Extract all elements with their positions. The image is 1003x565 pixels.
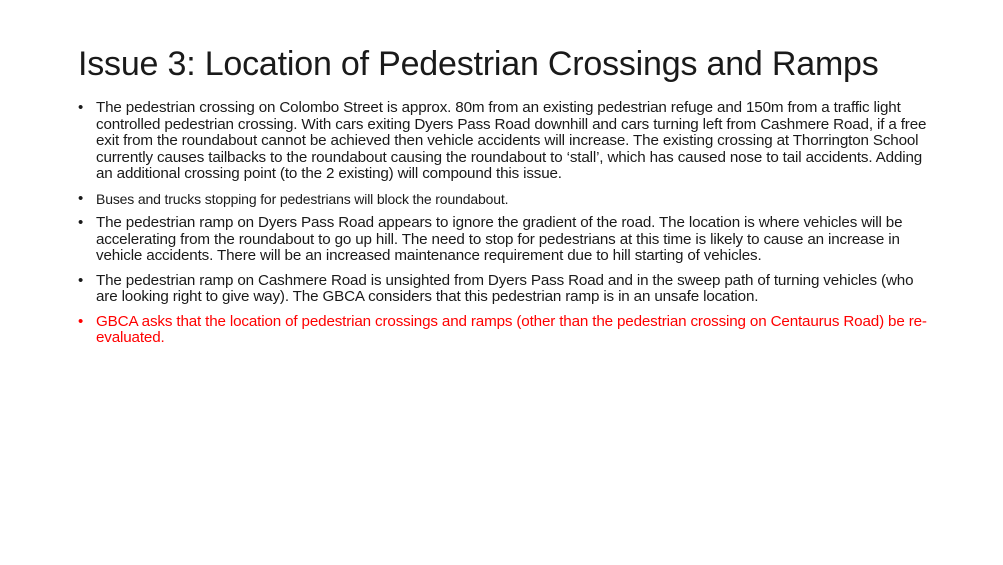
- bullet-dot-icon: •: [78, 99, 84, 116]
- bullet-item-gbca-request: [78, 314, 933, 347]
- bullet-text: GBCA asks that the location of pedestrian crossings and ramps (other than the pedestrian crossing on Centaurus Road) be re-evaluated.: [96, 312, 927, 346]
- bullet-list: [78, 100, 933, 355]
- bullet-text: The pedestrian crossing on Colombo Street is approx. 80m from an existing pedestrian refuge and 150m from a traffic light controlled pedestrian crossing. With cars exiting Dyers Pass Road downhill and cars turning left from Cashmere Road, if a free exit from the roundabout cannot be achieved then vehicle accidents will increase. The existing crossing at Thorrington School currently causes tailbacks to the roundabout causing the roundabout to ‘stall’, which has caused nose to tail accidents. Adding an additional crossing point (to the 2 existing) will compound this issue.: [96, 99, 927, 182]
- bullet-dot-icon: •: [78, 214, 84, 231]
- bullet-dot-icon: •: [78, 271, 84, 289]
- bullet-item-colombo-crossing: [78, 100, 933, 183]
- bullet-item-buses-trucks: [78, 191, 933, 208]
- bullet-text: The pedestrian ramp on Cashmere Road is unsighted from Dyers Pass Road and in the sweep path of turning vehicles (who are looking right to give way). The GBCA considers that this pedestrian ramp is in an unsafe location.: [96, 271, 914, 305]
- bullet-dot-icon: •: [78, 189, 84, 207]
- bullet-text: Buses and trucks stopping for pedestrians will block the roundabout.: [96, 190, 509, 207]
- bullet-dot-icon: •: [78, 312, 84, 330]
- bullet-item-dyers-pass-ramp: [78, 215, 933, 265]
- bullet-item-cashmere-ramp: [78, 273, 933, 306]
- slide-title: Issue 3: Location of Pedestrian Crossings and Ramps: [78, 45, 879, 83]
- bullet-text: The pedestrian ramp on Dyers Pass Road appears to ignore the gradient of the road. The location is where vehicles will be accelerating from the roundabout to go up hill. The need to stop for pedestrians at this time is likely to cause an increase in vehicle accidents. There will be an increased maintenance requirement due to hill starting of vehicles.: [96, 214, 903, 264]
